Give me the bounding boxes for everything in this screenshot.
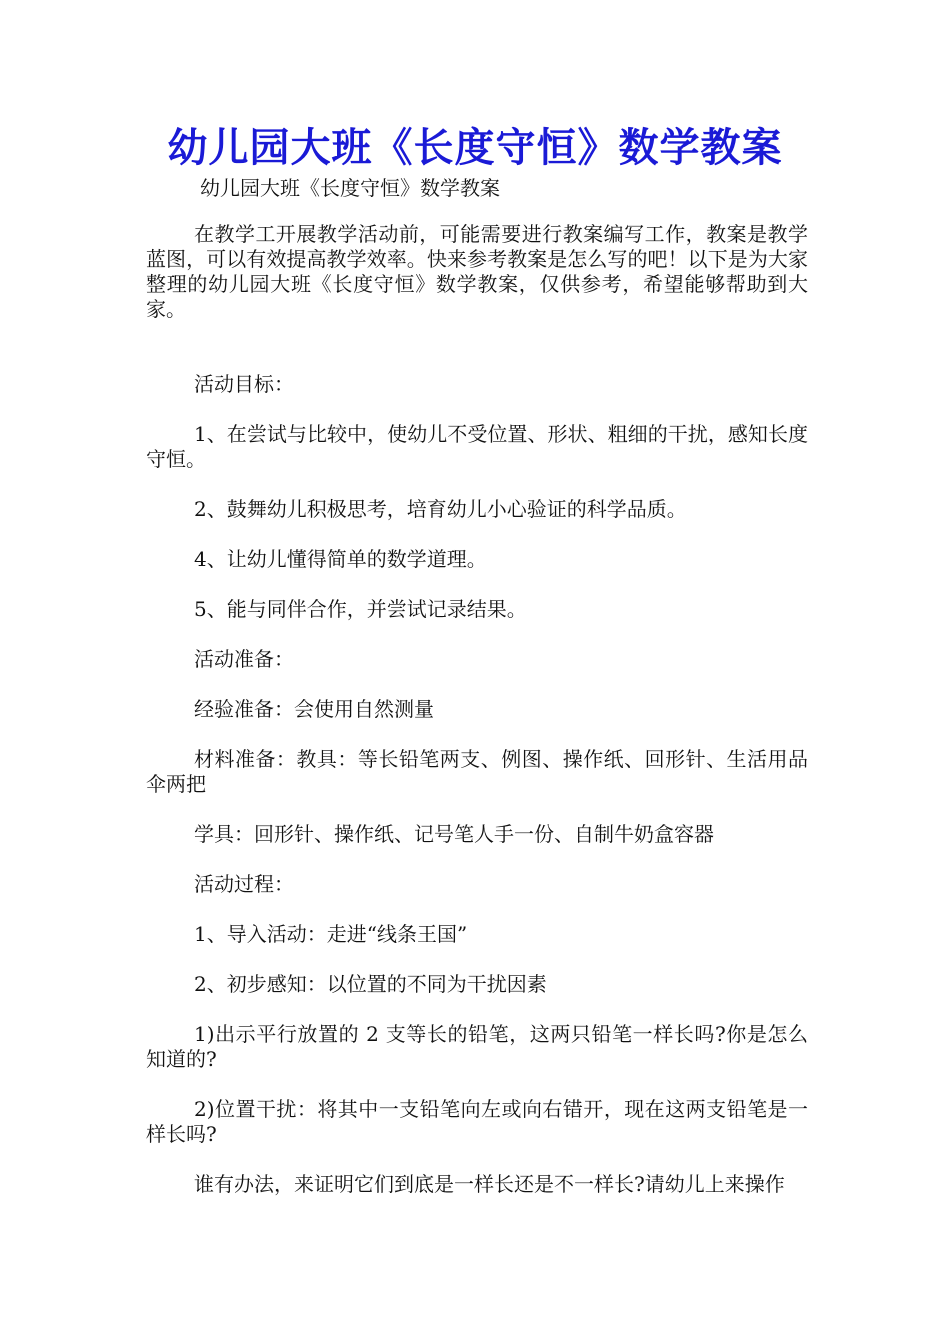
section-heading-process: 活动过程： (194, 872, 294, 896)
goal-item: 2、鼓舞幼儿积极思考，培育幼儿小心验证的科学品质。 (194, 497, 687, 521)
preparation-item: 学具：回形针、操作纸、记号笔人手一份、自制牛奶盒容器 (194, 822, 714, 846)
preparation-item: 材料准备：教具：等长铅笔两支、例图、操作纸、回形针、生活用品伞两把 (146, 747, 808, 796)
section-heading-preparation: 活动准备： (194, 647, 294, 671)
process-item: 2、初步感知：以位置的不同为干扰因素 (194, 972, 547, 996)
goal-item: 5、能与同伴合作，并尝试记录结果。 (194, 597, 527, 621)
section-heading-goals: 活动目标： (194, 372, 294, 396)
process-item: 2)位置干扰：将其中一支铅笔向左或向右错开，现在这两支铅笔是一样长吗? (146, 1097, 808, 1146)
document-subtitle: 幼儿园大班《长度守恒》数学教案 (200, 176, 500, 200)
process-item: 1、导入活动：走进“线条王国” (194, 922, 468, 946)
intro-paragraph: 在教学工开展教学活动前，可能需要进行教案编写工作，教案是教学蓝图，可以有效提高教学效率。快来参考教案是怎么写的吧！以下是为大家整理的幼儿园大班《长度守恒》数学教案，仅供参考，希望能够帮助到大家。 (146, 222, 808, 321)
document-title: 幼儿园大班《长度守恒》数学教案 (167, 124, 783, 171)
process-item: 1)出示平行放置的 2 支等长的铅笔，这两只铅笔一样长吗?你是怎么知道的? (146, 1022, 808, 1071)
document-body (146, 222, 808, 1197)
goal-item: 4、让幼儿懂得简单的数学道理。 (194, 547, 487, 571)
goal-item: 1、在尝试与比较中，使幼儿不受位置、形状、粗细的干扰，感知长度守恒。 (146, 422, 808, 471)
process-item: 谁有办法，来证明它们到底是一样长还是不一样长?请幼儿上来操作 (194, 1172, 785, 1196)
preparation-item: 经验准备：会使用自然测量 (194, 697, 434, 721)
